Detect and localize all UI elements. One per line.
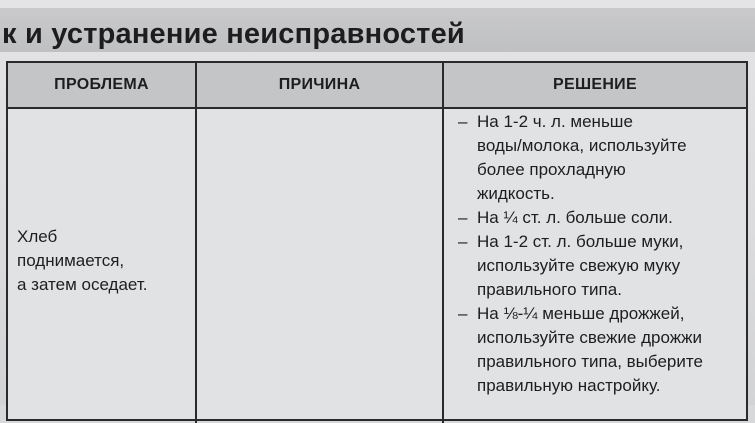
solution-text-line: правильную настройку. [477,376,661,395]
solution-text-line: жидкость. [477,184,555,203]
solution-item [454,302,746,398]
solution-text-line: правильного типа, выберите [477,352,703,371]
section-title: к и устранение неисправностей [2,18,465,50]
solution-item [454,230,746,302]
column-header-problem: ПРОБЛЕМА [54,76,149,93]
problem-text-line: Хлеб [17,227,58,246]
solution-text-line: На 1-2 ст. л. больше муки, [477,232,684,251]
column-divider [442,63,444,423]
table-header-row [8,63,746,109]
solution-text-line: На ⅛-¼ меньше дрожжей, [477,304,685,323]
list-dash: – [458,112,468,131]
problem-cell [17,225,192,297]
solution-list [454,110,746,398]
solution-text-line: На ¼ ст. л. больше соли. [477,208,673,227]
solution-text-line: воды/молока, используйте [477,136,687,155]
solution-text-line: используйте свежую муку [477,256,681,275]
column-header-solution: РЕШЕНИЕ [553,76,637,93]
section-heading-bar [0,8,755,52]
troubleshooting-table [6,61,748,421]
solution-text-line: более прохладную [477,160,626,179]
solution-text-line: используйте свежие дрожжи [477,328,702,347]
list-dash: – [458,232,468,251]
problem-text-line: поднимается, [17,251,125,270]
list-dash: – [458,304,468,323]
solution-item [454,110,746,206]
column-header-cause: ПРИЧИНА [278,76,361,93]
solution-text-line: правильного типа. [477,280,622,299]
solution-item [454,206,746,230]
solution-text-line: На 1-2 ч. л. меньше [477,112,633,131]
list-dash: – [458,208,468,227]
problem-text-line: а затем оседает. [17,275,148,294]
column-divider [195,63,197,423]
